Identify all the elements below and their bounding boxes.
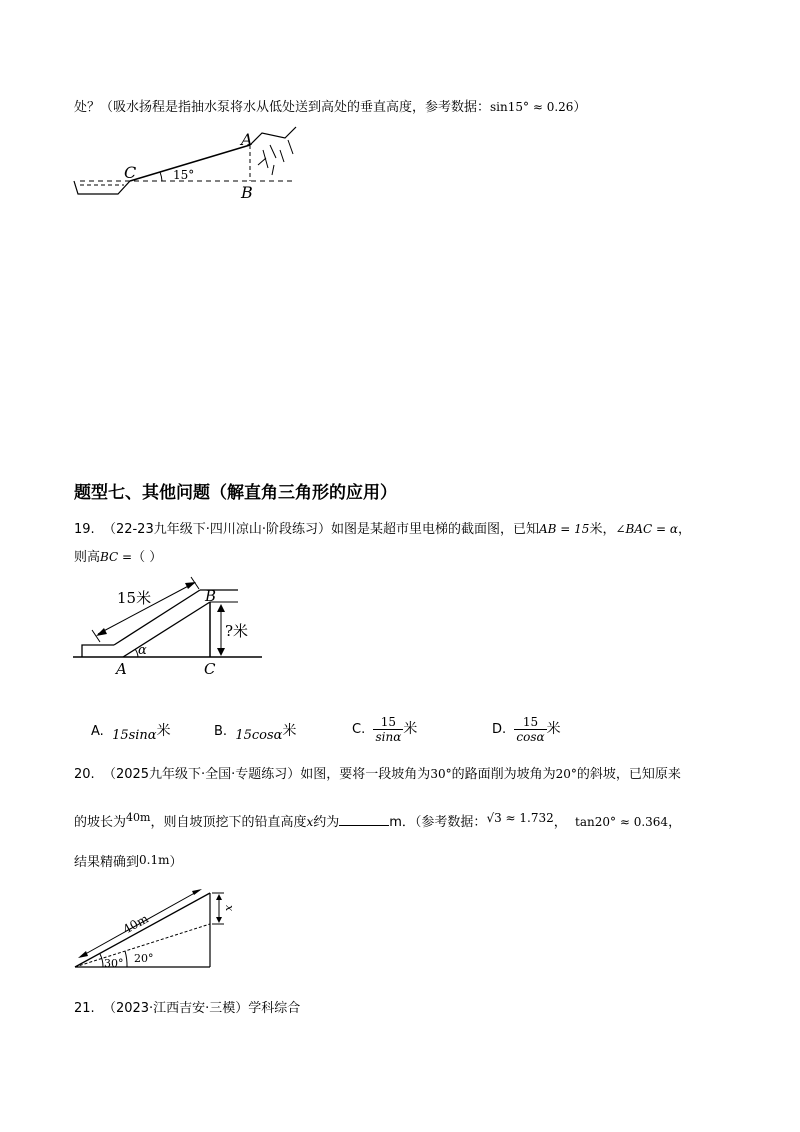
q19-cond2: ∠BAC = α [615,522,678,536]
q19-option-a-label: A. [91,724,104,739]
q19-option-c-unit: 米 [403,721,418,737]
q20-num: 20. [74,767,95,782]
q19-label-B: B [205,587,217,605]
q19-option-b-unit: 米 [282,723,297,739]
q20-sep2: ， [668,815,682,830]
q20-ref2: tan20° ≈ 0.364 [575,815,669,829]
q20-fig-a30: 30° [104,957,124,970]
q20-fig-a20: 20° [134,952,154,965]
q19-option-a-unit: 米 [156,723,171,739]
q18-ref: sin15° ≈ 0.26 [490,100,574,114]
q19-option-d-label: D. [492,722,507,737]
q19-option-c-den: sinα [375,730,402,744]
q18-label-A: A [241,130,253,149]
q19-option-a-val: 15sinα [112,728,157,743]
q20-text3: 的斜坡，已知原来 [576,767,681,782]
q19-label-C: C [204,660,216,678]
q18-close: ） [573,100,587,115]
q20-text2: 的路面削为坡角为 [451,767,556,782]
q20-len: 40m [126,811,151,824]
q19-option-b-label: B. [214,724,228,739]
q20-fig-len: 40m [120,911,151,937]
q20-line2-unit: m．（参考数据： [389,815,487,830]
q18-text: 处？（吸水扬程是指抽水泵将水从低处送到高处的垂直高度，参考数据： [74,100,491,115]
q19-option-c-num: 15 [373,715,403,730]
q21-line [74,1000,300,1018]
q20-line3-post: ） [169,855,183,870]
q19-source: （22-23九年级下·四川凉山·阶段练习）如图是某超市里电梯的截面图，已知 [102,522,539,537]
q20-line3-pre: 结果精确到 [74,855,140,870]
q20-line2-mid2: 约为 [313,815,340,830]
q20-line3-val: 0.1m [139,853,170,867]
q21-text: （2023·江西吉安·三模）学科综合 [102,1001,301,1016]
q19-line2-post: （ ） [132,550,163,565]
q19-num: 19. [74,522,95,537]
q19-option-b-val: 15cosα [235,728,283,743]
q19-line2-math: BC = [100,550,133,564]
q18-label-B: B [241,183,253,202]
q19-label-A: A [116,660,127,678]
q20-sep: ， [553,815,567,830]
q20-a20: 20° [555,767,577,781]
q19-label-alpha: α [138,643,147,658]
q20-line2-pre: 的坡长为 [74,815,127,830]
section-title: 题型七、其他问题（解直角三角形的应用） [74,483,397,503]
q20-ref1: √3 ≈ 1.732 [486,811,554,825]
q19-cond1: AB = 15 [539,522,590,536]
q20-text1: （2025九年级下·全国·专题练习）如图，要将一段坡角为 [102,767,431,782]
q19-option-d-den: cosα [516,730,545,744]
q20-fig-x: x [223,905,236,912]
q21-num: 21. [74,1001,95,1016]
q18-label-C: C [124,163,137,182]
q19-option-d-unit: 米 [546,721,561,737]
q18-angle: 15° [173,168,195,182]
q19-option-c-label: C. [352,722,366,737]
q19-option-d-num: 15 [514,715,546,730]
q20-x: x [306,815,314,829]
q19-fig-len: 15米 [117,589,152,607]
q19-unit1: 米， [589,522,616,537]
q20-line2-mid: ，则自坡顶挖下的铅直高度 [150,815,307,830]
q19-line2-pre: 则高 [74,550,101,565]
q19-fig-height: ?米 [225,622,249,640]
q19-comma: ， [677,522,691,537]
q20-a30: 30° [430,767,452,781]
